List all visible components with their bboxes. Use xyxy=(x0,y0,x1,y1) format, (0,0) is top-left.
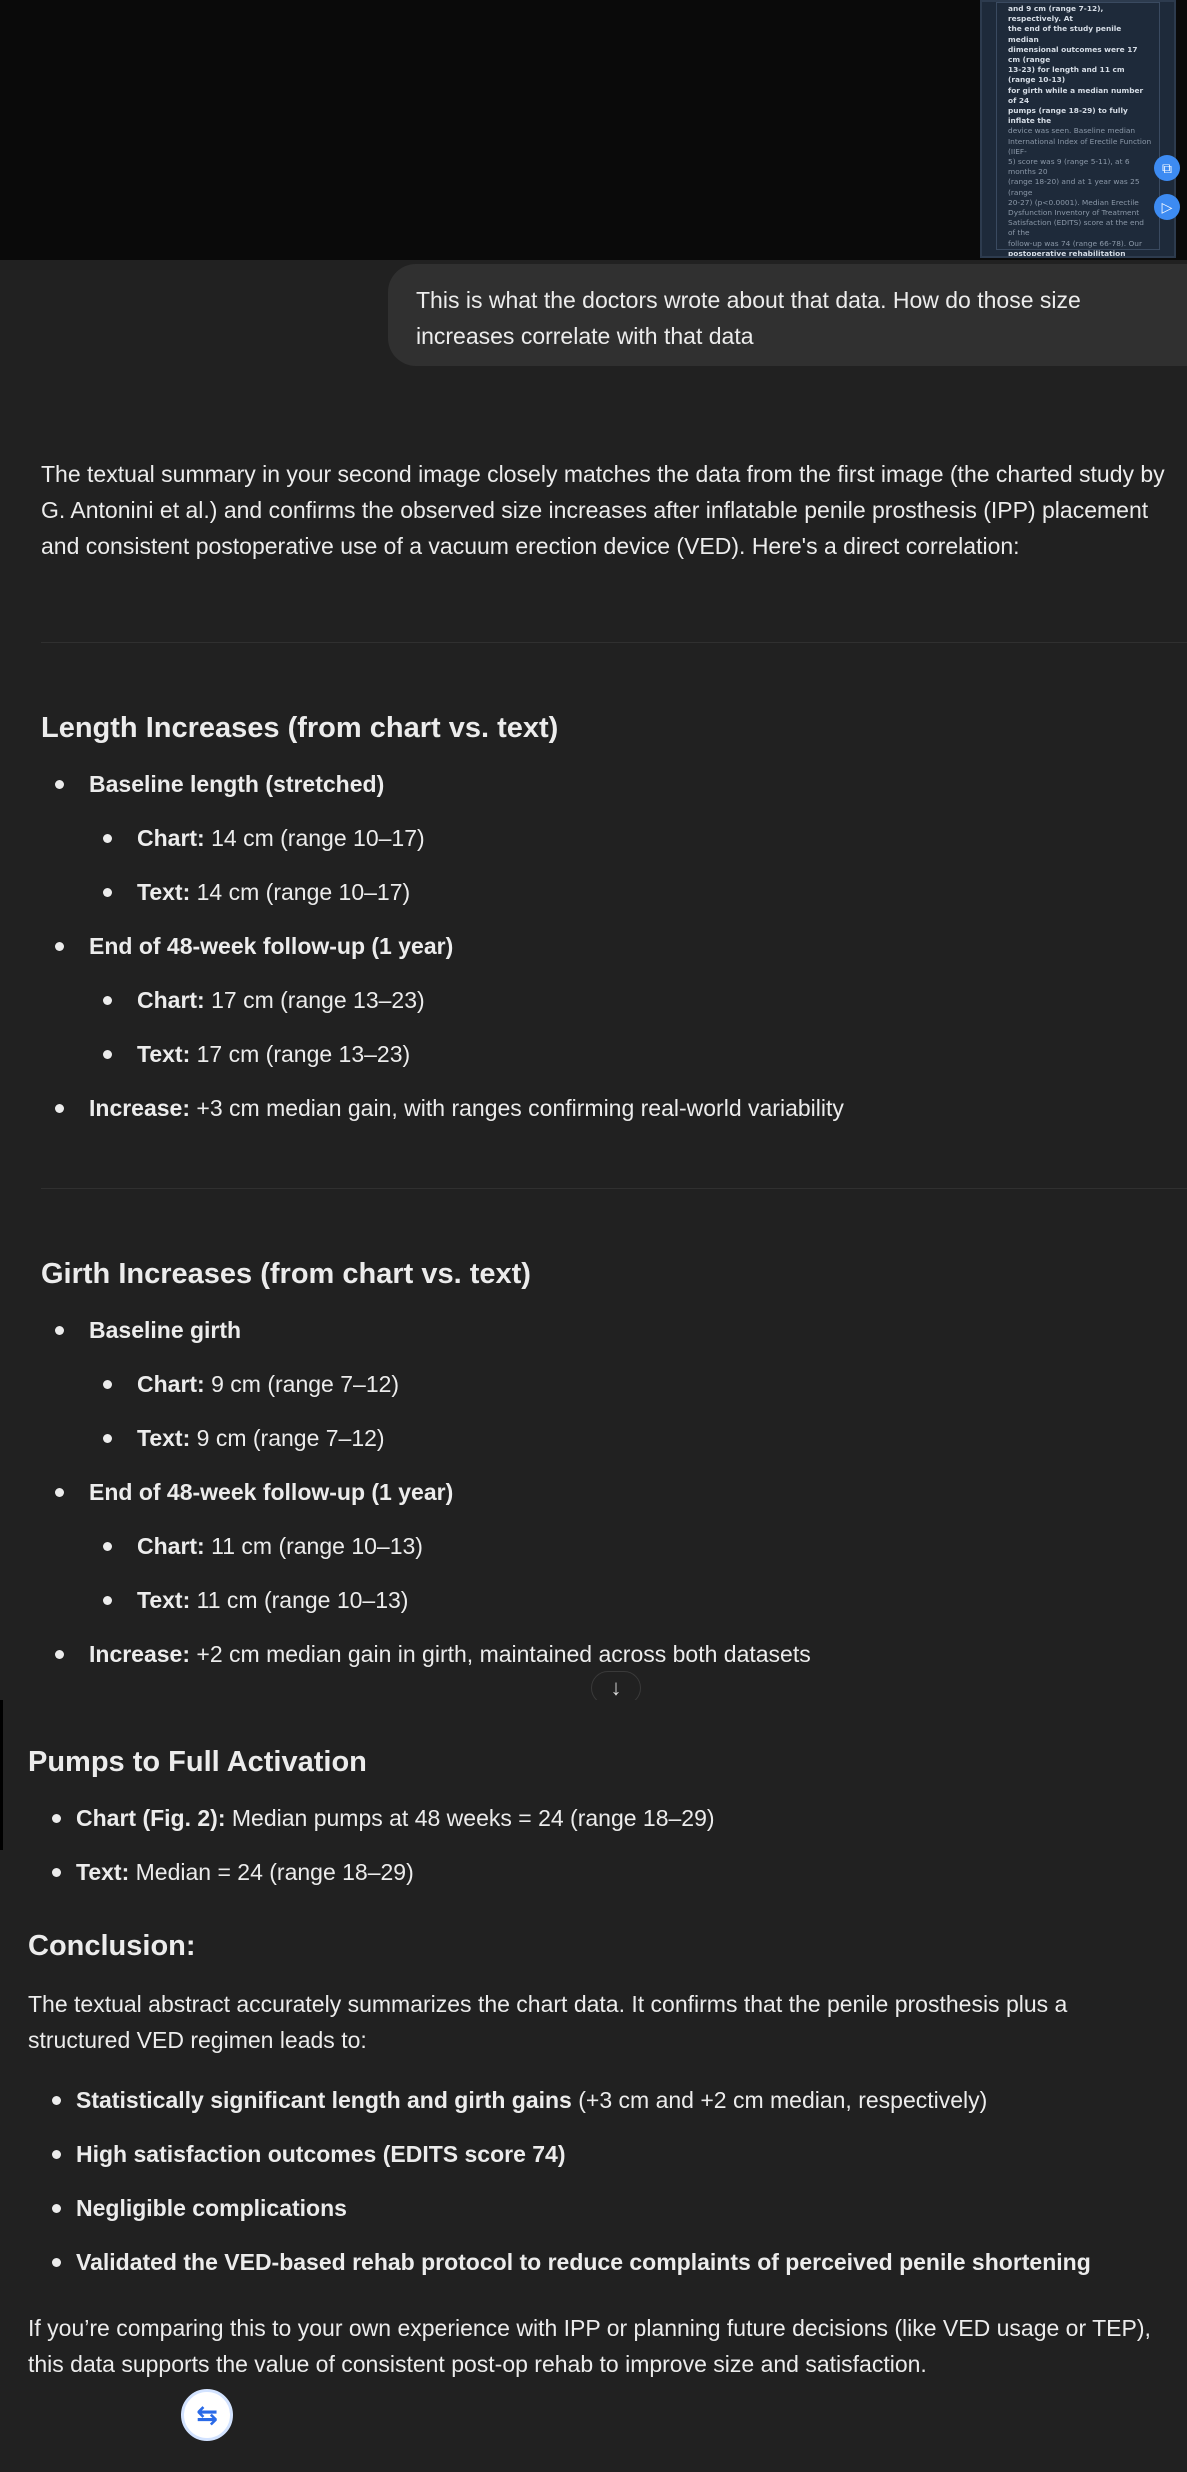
list-item-label: Text: xyxy=(137,1425,191,1451)
list-item xyxy=(137,982,425,1018)
bullet xyxy=(52,2258,61,2267)
continued-message xyxy=(0,1700,1187,2472)
bullet xyxy=(103,1542,112,1551)
list-item-label: Baseline length (stretched) xyxy=(89,771,385,797)
list-item xyxy=(76,2082,987,2118)
list-item-text: 9 cm (range 7–12) xyxy=(204,1371,400,1397)
thumbnail-line: for girth while a median number of 24 xyxy=(1008,85,1144,105)
list-item-text: Median pumps at 48 weeks = 24 (range 18–29) xyxy=(225,1805,715,1831)
send-icon[interactable]: ▷ xyxy=(1154,194,1180,220)
thumbnail-line: postoperative rehabilitation xyxy=(1008,248,1126,258)
list-item-label: Increase: xyxy=(89,1641,191,1667)
list-item xyxy=(89,1090,844,1126)
list-item-label: Chart: xyxy=(137,1533,205,1559)
list-item-label: Text: xyxy=(137,879,191,905)
list-item xyxy=(76,2190,347,2226)
bullet xyxy=(55,942,64,951)
bullet xyxy=(52,1814,61,1823)
list-item-label: Chart: xyxy=(137,1371,205,1397)
arrow-down-icon: ↓ xyxy=(610,1675,622,1700)
list-item-label: Negligible complications xyxy=(76,2195,347,2221)
intro-paragraph: The textual summary in your second image closely matches the data from the first image (the charted study by G. Antonini et al.) and confirms the observed size increases after inflatable penile prosthesis (IPP) placement and consistent postoperative use of a vacuum erection device (VED). Here's a direct correlation: xyxy=(41,461,1165,559)
list-item xyxy=(137,874,410,910)
list-item xyxy=(89,766,384,802)
bullet xyxy=(52,2204,61,2213)
thumbnail-line: International Index of Erectile Function (IIEF- xyxy=(1008,136,1152,156)
bullet xyxy=(103,834,112,843)
thumbnail-line: the end of the study penile median xyxy=(1008,24,1122,44)
list-item-label: Chart: xyxy=(137,825,205,851)
list-item xyxy=(137,820,425,856)
bullet xyxy=(103,888,112,897)
list-item-label: Chart: xyxy=(137,987,205,1013)
list-item xyxy=(76,2244,1091,2280)
copy-icon[interactable]: ⧉ xyxy=(1154,155,1180,181)
bullet xyxy=(103,996,112,1005)
list-item xyxy=(89,1312,241,1348)
closing-paragraph: If you’re comparing this to your own experience with IPP or planning future decisions (like VED usage or TEP), this data supports the value of consistent post-op rehab to improve size and satisfaction. xyxy=(28,2315,1151,2377)
list-item-text: 11 cm (range 10–13) xyxy=(204,1533,423,1559)
thumbnail-line: 13-23) for length and 11 cm (range 10-13) xyxy=(1008,65,1125,85)
bullet xyxy=(52,2150,61,2159)
thumbnail-line: Dysfunction Inventory of Treatment xyxy=(1008,208,1140,218)
list-item xyxy=(76,2136,566,2172)
list-item-text: 17 cm (range 13–23) xyxy=(190,1041,411,1067)
thumbnail-line: follow-up was 74 (range 66-78). Our xyxy=(1008,238,1143,248)
conclusion-paragraph: The textual abstract accurately summarizes the chart data. It confirms that the penile prosthesis plus a structured VED regimen leads to: xyxy=(28,1991,1068,2053)
list-item-text: Median = 24 (range 18–29) xyxy=(129,1859,414,1885)
thumbnail-line: Satisfaction (EDITS) score at the end of the xyxy=(1008,218,1144,238)
section-divider xyxy=(41,642,1187,643)
list-item-text: +2 cm median gain in girth, maintained across both datasets xyxy=(190,1641,811,1667)
list-item xyxy=(137,1036,410,1072)
list-item xyxy=(89,1636,811,1672)
conclusion-heading: Conclusion: xyxy=(28,1930,196,1962)
bullet xyxy=(55,1650,64,1659)
attached-image-thumbnail[interactable] xyxy=(980,0,1176,258)
pumps-heading: Pumps to Full Activation xyxy=(28,1746,367,1778)
list-item xyxy=(137,1582,408,1618)
list-item-text: 14 cm (range 10–17) xyxy=(190,879,411,905)
section-divider xyxy=(41,1188,1187,1189)
bullet xyxy=(103,1050,112,1059)
thumbnail-line: dimensional outcomes were 17 cm (range xyxy=(1008,44,1138,65)
regenerate-button[interactable] xyxy=(181,2389,233,2441)
bullet xyxy=(55,780,64,789)
list-item-label: Text: xyxy=(137,1587,191,1613)
list-item-label: High satisfaction outcomes (EDITS score 74) xyxy=(76,2141,566,2167)
list-item-text: 11 cm (range 10–13) xyxy=(190,1587,409,1613)
thumbnail-line: pumps (range 18-29) to fully inflate the xyxy=(1008,106,1128,126)
list-item xyxy=(137,1420,385,1456)
list-item-label: End of 48-week follow-up (1 year) xyxy=(89,1479,454,1505)
bullet xyxy=(103,1596,112,1605)
list-item xyxy=(137,1528,423,1564)
bullet xyxy=(103,1380,112,1389)
regenerate-icon: ⇆ xyxy=(196,2400,218,2430)
list-item-text: 14 cm (range 10–17) xyxy=(204,825,425,851)
list-item-label: End of 48-week follow-up (1 year) xyxy=(89,933,454,959)
list-item-label: Statistically significant length and girth gains xyxy=(76,2087,572,2113)
length-heading: Length Increases (from chart vs. text) xyxy=(41,712,559,744)
list-item xyxy=(76,1800,715,1836)
list-item-text: 17 cm (range 13–23) xyxy=(204,987,425,1013)
bullet xyxy=(52,2096,61,2105)
thumbnail-line: (range 18-20) and at 1 year was 25 (range xyxy=(1008,177,1140,197)
list-item-text: (+3 cm and +2 cm median, respectively) xyxy=(571,2087,988,2113)
list-item-label: Baseline girth xyxy=(89,1317,242,1343)
list-item xyxy=(137,1366,399,1402)
list-item xyxy=(89,1474,453,1510)
list-item-label: Chart (Fig. 2): xyxy=(76,1805,226,1831)
user-message-text: This is what the doctors wrote about that data. How do those size increases correlate with that data xyxy=(416,287,1081,349)
list-item-label: Increase: xyxy=(89,1095,191,1121)
screenshot-seam xyxy=(0,1700,3,1850)
thumbnail-line: and 9 cm (range 7-12), respectively. At xyxy=(1008,4,1104,24)
girth-heading: Girth Increases (from chart vs. text) xyxy=(41,1258,531,1290)
thumbnail-line: 5) score was 9 (range 5-11), at 6 months 20 xyxy=(1008,157,1130,177)
thumbnail-line: 20-27) (p<0.0001). Median Erectile xyxy=(1008,197,1139,207)
thumbnail-text xyxy=(1008,4,1152,258)
list-item-label: Text: xyxy=(76,1859,130,1885)
bullet xyxy=(55,1326,64,1335)
list-item-text: 9 cm (range 7–12) xyxy=(190,1425,385,1451)
bullet xyxy=(55,1104,64,1113)
bullet xyxy=(52,1868,61,1877)
list-item xyxy=(89,928,453,964)
list-item-label: Text: xyxy=(137,1041,191,1067)
thumbnail-line: device was seen. Baseline median xyxy=(1008,126,1136,136)
bullet xyxy=(55,1488,64,1497)
list-item xyxy=(76,1854,414,1890)
user-message-bubble xyxy=(388,264,1187,366)
bullet xyxy=(103,1434,112,1443)
list-item-text: +3 cm median gain, with ranges confirming real-world variability xyxy=(190,1095,844,1121)
list-item-label: Validated the VED-based rehab protocol to reduce complaints of perceived penile shortening xyxy=(76,2249,1091,2275)
